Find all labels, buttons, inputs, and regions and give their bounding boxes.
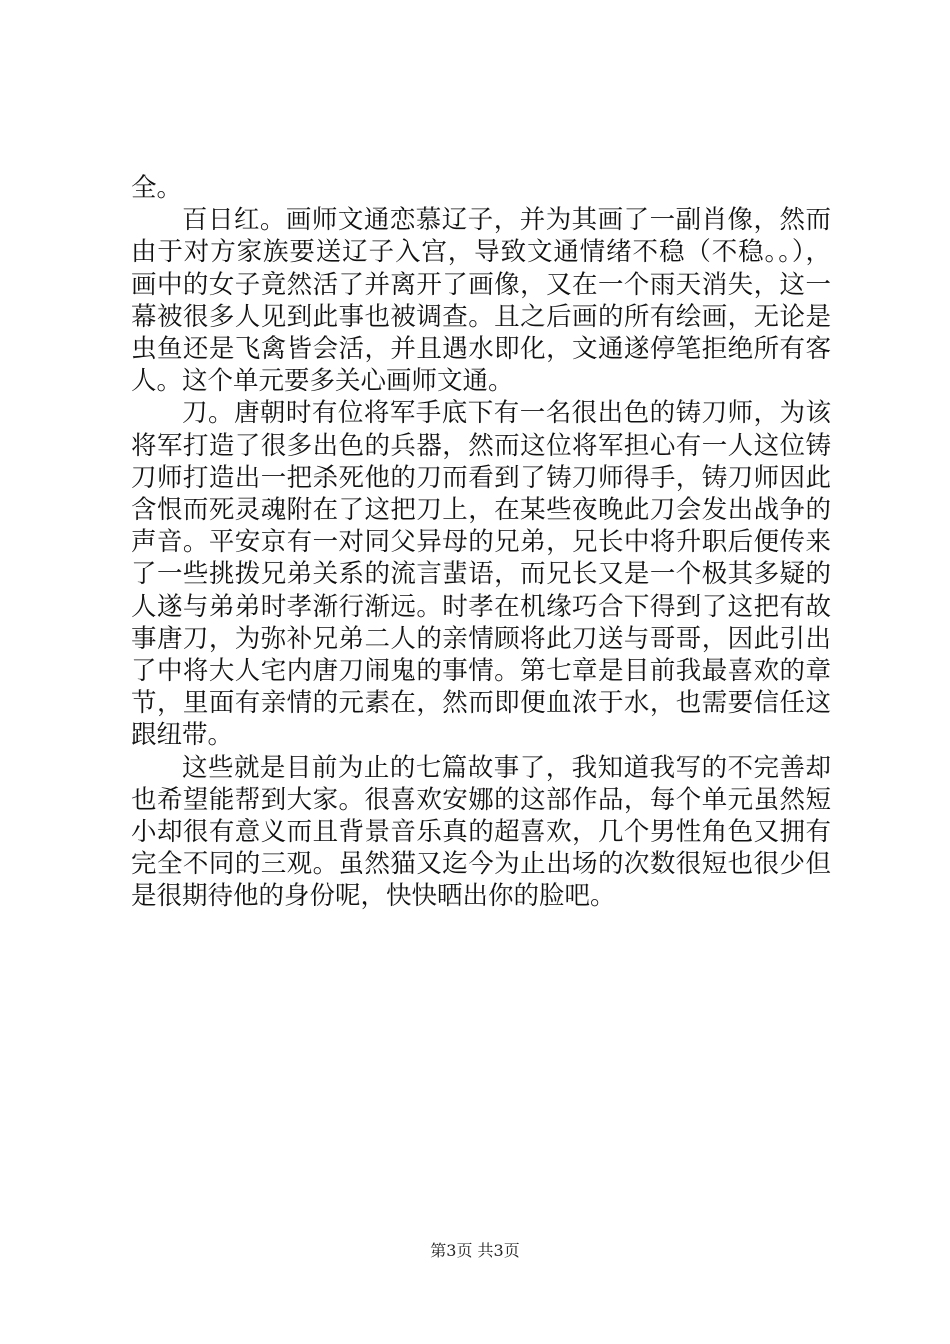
document-body [131, 172, 831, 913]
paragraph-conclusion: 这些就是目前为止的七篇故事了，我知道我写的不完善却也希望能帮到大家。很喜欢安娜的这部作品，每个单元虽然短小却很有意义而且背景音乐真的超喜欢，几个男性角色又拥有完全不同的三观。虽然猫又迄今为止出场的次数很短也很少但是很期待他的身份呢，快快晒出你的脸吧。 [131, 752, 831, 912]
page-number-footer: 第3页 共3页 [430, 1241, 520, 1260]
paragraph-dao: 刀。唐朝时有位将军手底下有一名很出色的铸刀师，为该将军打造了很多出色的兵器，然而这位将军担心有一人这位铸刀师打造出一把杀死他的刀而看到了铸刀师得手，铸刀师因此含恨而死灵魂附在了这把刀上，在某些夜晚此刀会发出战争的声音。平安京有一对同父异母的兄弟，兄长中将升职后便传来了一些挑拨兄弟关系的流言蜚语，而兄长又是一个极其多疑的人遂与弟弟时孝渐行渐远。时孝在机缘巧合下得到了这把有故事唐刀，为弥补兄弟二人的亲情顾将此刀送与哥哥，因此引出了中将大人宅内唐刀闹鬼的事情。第七章是目前我最喜欢的章节，里面有亲情的元素在，然而即便血浓于水，也需要信任这跟纽带。 [131, 398, 831, 751]
paragraph-bairihong: 百日红。画师文通恋慕辽子，并为其画了一副肖像，然而由于对方家族要送辽子入宫，导致文通情绪不稳（不稳。。），画中的女子竟然活了并离开了画像，又在一个雨天消失，这一幕被很多人见到此事也被调查。且之后画的所有绘画，无论是虫鱼还是飞禽皆会活，并且遇水即化，文通遂停笔拒绝所有客人。这个单元要多关心画师文通。 [131, 205, 831, 397]
paragraph-continuation: 全。 [131, 173, 183, 203]
